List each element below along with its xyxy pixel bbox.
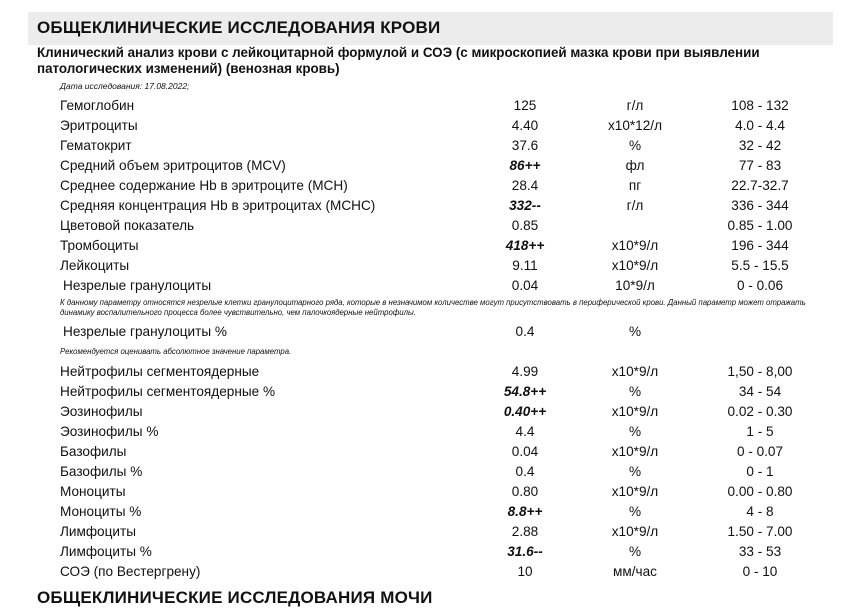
result-row — [0, 404, 861, 424]
result-reference: 0 - 0.06 — [736, 278, 784, 293]
result-reference: 1 - 5 — [746, 424, 774, 439]
result-reference: 0.85 - 1.00 — [727, 218, 793, 233]
study-date: Дата исследования: 17.08.2022; — [60, 81, 190, 91]
result-name: Лимфоциты % — [60, 544, 152, 559]
result-unit: x10*9/л — [611, 404, 659, 419]
result-reference: 34 - 54 — [738, 384, 782, 399]
result-value: 0.4 — [515, 324, 535, 339]
result-reference: 5.5 - 15.5 — [731, 258, 789, 273]
result-name: Базофилы — [60, 444, 127, 459]
result-value: 31.6-- — [507, 544, 543, 559]
result-reference: 22.7-32.7 — [731, 178, 789, 193]
result-name: Базофилы % — [60, 464, 143, 479]
result-unit: % — [628, 138, 642, 153]
result-name: Незрелые гранулоциты % — [63, 324, 227, 339]
result-reference: 196 - 344 — [731, 238, 789, 253]
result-value: 0.04 — [511, 278, 539, 293]
result-row — [0, 424, 861, 444]
result-reference: 33 - 53 — [738, 544, 782, 559]
result-reference: 0.02 - 0.30 — [727, 404, 793, 419]
result-value: 2.88 — [511, 524, 539, 539]
result-unit: % — [628, 384, 642, 399]
result-reference: 0.00 - 0.80 — [727, 484, 793, 499]
result-unit: % — [628, 464, 642, 479]
note-immature-granulocytes: К данному параметру относятся незрелые клетки гранулоцитарного ряда, которые в незначимом количестве могут присутствовать в периферической крови. Данный параметр может отражать динамику воспалительного процесса более чувствительно, чем палочкоядерные нейтрофилы. — [60, 298, 806, 317]
result-name: Моноциты — [60, 484, 126, 499]
result-reference: 0 - 1 — [746, 464, 774, 479]
section-title: ОБЩЕКЛИНИЧЕСКИЕ ИССЛЕДОВАНИЯ КРОВИ — [37, 18, 441, 37]
result-unit: % — [628, 424, 642, 439]
result-row — [0, 364, 861, 384]
result-name: Моноциты % — [60, 504, 142, 519]
result-value: 10 — [517, 564, 533, 579]
result-row — [0, 118, 861, 138]
result-row — [0, 238, 861, 258]
result-unit: x10*12/л — [607, 118, 663, 133]
result-reference: 4.0 - 4.4 — [735, 118, 785, 133]
result-name: Нейтрофилы сегментоядерные — [60, 364, 260, 379]
result-value: 0.40++ — [503, 404, 547, 419]
result-unit: x10*9/л — [611, 484, 659, 499]
result-row — [0, 158, 861, 178]
result-name: Эозинофилы % — [60, 424, 159, 439]
result-reference: 1.50 - 7.00 — [727, 524, 793, 539]
result-reference: 77 - 83 — [738, 158, 782, 173]
result-name: Эозинофилы — [60, 404, 143, 419]
result-value: 4.99 — [511, 364, 539, 379]
result-row — [0, 198, 861, 218]
result-value: 418++ — [505, 238, 545, 253]
result-row — [0, 564, 861, 584]
result-row — [0, 324, 861, 344]
result-row — [0, 98, 861, 118]
result-name: Лимфоциты — [60, 524, 136, 539]
result-unit: пг — [628, 178, 642, 193]
result-value: 9.11 — [512, 258, 538, 273]
result-value: 86++ — [509, 158, 541, 173]
result-reference: 108 - 132 — [731, 98, 789, 113]
result-row — [0, 444, 861, 464]
result-row — [0, 524, 861, 544]
result-unit: % — [628, 544, 642, 559]
result-row — [0, 384, 861, 404]
result-unit: фл — [625, 158, 645, 173]
result-unit: 10*9/л — [615, 278, 655, 293]
result-row — [0, 278, 861, 298]
result-value: 0.04 — [511, 444, 539, 459]
next-section-title: ОБЩЕКЛИНИЧЕСКИЕ ИССЛЕДОВАНИЯ МОЧИ — [37, 588, 433, 607]
result-unit: x10*9/л — [611, 258, 659, 273]
result-name: СОЭ (по Вестергрену) — [60, 564, 201, 579]
result-unit: x10*9/л — [611, 524, 659, 539]
result-name: Незрелые гранулоциты — [63, 278, 212, 293]
result-unit: г/л — [626, 198, 644, 213]
result-value: 8.8++ — [507, 504, 543, 519]
result-reference: 336 - 344 — [731, 198, 789, 213]
result-name: Гематокрит — [60, 138, 132, 153]
result-row — [0, 218, 861, 238]
result-value: 37.6 — [511, 138, 539, 153]
result-value: 125 — [513, 98, 537, 113]
result-unit: мм/час — [613, 564, 657, 579]
result-unit: % — [628, 504, 642, 519]
result-unit: % — [628, 324, 642, 339]
result-name: Нейтрофилы сегментоядерные % — [60, 384, 276, 399]
result-name: Среднее содержание Hb в эритроците (MCH) — [60, 178, 348, 193]
result-name: Цветовой показатель — [60, 218, 195, 233]
result-reference: 0 - 0.07 — [736, 444, 784, 459]
result-value: 0.80 — [511, 484, 539, 499]
result-row — [0, 504, 861, 524]
result-value: 332-- — [509, 198, 541, 213]
result-row — [0, 178, 861, 198]
result-name: Гемоглобин — [60, 98, 135, 113]
result-value: 0.85 — [511, 218, 539, 233]
test-subtitle: Клинический анализ крови с лейкоцитарной формулой и СОЭ (с микроскопией мазка крови при выявлении патологических изменений) (венозная кровь) — [37, 45, 760, 76]
result-row — [0, 138, 861, 158]
result-name: Эритроциты — [60, 118, 138, 133]
result-name: Лейкоциты — [60, 258, 130, 273]
result-unit: г/л — [626, 98, 644, 113]
result-value: 4.4 — [515, 424, 535, 439]
result-reference: 1,50 - 8,00 — [727, 364, 793, 379]
result-row — [0, 484, 861, 504]
result-value: 4.40 — [511, 118, 539, 133]
result-value: 0.4 — [515, 464, 535, 479]
result-name: Тромбоциты — [60, 238, 139, 253]
result-unit: x10*9/л — [611, 238, 659, 253]
result-value: 54.8++ — [503, 384, 547, 399]
result-unit: x10*9/л — [611, 364, 659, 379]
note-absolute-value: Рекомендуется оценивать абсолютное значение параметра. — [60, 347, 292, 356]
result-name: Средний объем эритроцитов (MCV) — [60, 158, 286, 173]
result-reference: 32 - 42 — [738, 138, 782, 153]
result-reference: 0 - 10 — [742, 564, 778, 579]
result-name: Средняя концентрация Hb в эритроцитах (MCHC) — [60, 198, 376, 213]
result-reference: 4 - 8 — [746, 504, 774, 519]
result-row — [0, 258, 861, 278]
result-value: 28.4 — [511, 178, 539, 193]
result-unit: x10*9/л — [611, 444, 659, 459]
result-row — [0, 464, 861, 484]
result-row — [0, 544, 861, 564]
